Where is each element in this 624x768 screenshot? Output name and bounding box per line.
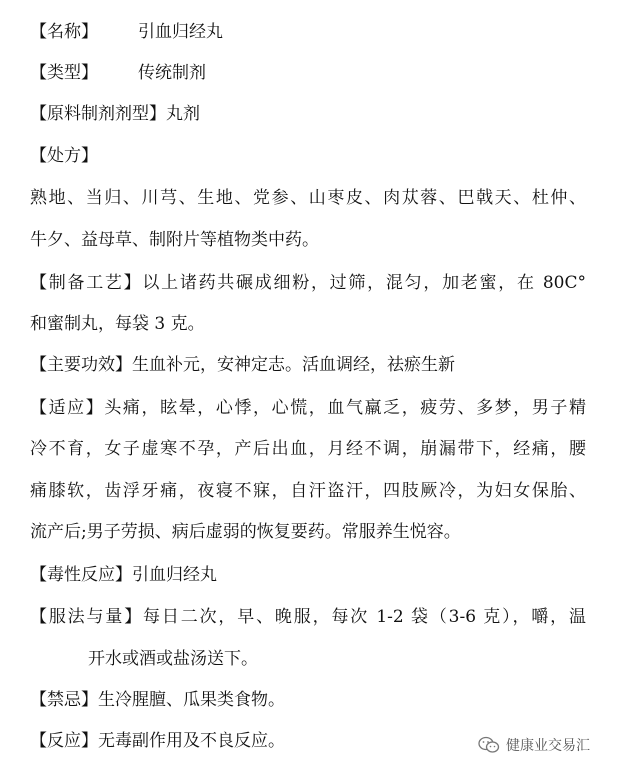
name-value: 引血归经丸 <box>138 22 223 42</box>
reaction-line <box>30 730 285 752</box>
form-value: 丸剂 <box>166 104 200 124</box>
taboo-text: 【禁忌】生冷腥膻、瓜果类食物。 <box>30 690 285 710</box>
recipe-text-1: 熟地、当归、川芎、生地、党参、山枣皮、肉苁蓉、巴戟天、杜仲、 <box>30 188 586 208</box>
indication-text-4: 流产后;男子劳损、病后虚弱的恢复要药。常服养生悦容。 <box>30 522 461 542</box>
indication-text-1: 【适应】头痛，眩晕，心悸，心慌，血气羸乏，疲劳、多梦，男子精 <box>30 398 586 418</box>
prep-text-1: 【制备工艺】以上诸药共碾成细粉，过筛，混匀，加老蜜，在 80C° <box>30 273 586 293</box>
type-row <box>30 62 206 84</box>
name-row <box>30 21 223 43</box>
toxicity-text: 【毒性反应】引血归经丸 <box>30 565 217 585</box>
recipe-text-2: 牛夕、益母草、制附片等植物类中药。 <box>30 230 319 250</box>
toxicity-line <box>30 564 217 586</box>
recipe-label: 【处方】 <box>30 146 98 166</box>
indication-line-3 <box>30 480 586 502</box>
indication-text-2: 冷不育，女子虚寒不孕，产后出血，月经不调，崩漏带下，经痛，腰 <box>30 439 586 459</box>
prep-line-2 <box>30 313 205 335</box>
recipe-heading <box>30 145 98 167</box>
type-label: 【类型】 <box>30 63 98 83</box>
effect-line <box>30 354 455 376</box>
indication-text-3: 痛膝软，齿浮牙痛，夜寝不寐，自汗盗汗，四肢厥冷，为妇女保胎、 <box>30 481 586 501</box>
name-label: 【名称】 <box>30 22 98 42</box>
dosage-line-1 <box>30 606 586 628</box>
prep-line-1 <box>30 272 586 294</box>
type-value: 传统制剂 <box>138 63 206 83</box>
effect-text: 【主要功效】生血补元，安神定志。活血调经，祛瘀生新 <box>30 355 455 375</box>
watermark-text: 健康业交易汇 <box>506 738 590 754</box>
recipe-line-1 <box>30 187 586 209</box>
watermark <box>478 732 618 758</box>
reaction-text: 【反应】无毒副作用及不良反应。 <box>30 731 285 751</box>
indication-line-1 <box>30 397 586 419</box>
indication-line-4 <box>30 521 461 543</box>
taboo-line <box>30 689 285 711</box>
prep-text-2: 和蜜制丸，每袋 3 克。 <box>30 314 205 334</box>
dosage-line-2 <box>88 648 258 670</box>
form-label: 【原料制剂剂型】 <box>30 104 166 124</box>
dosage-text-2: 开水或酒或盐汤送下。 <box>88 649 258 669</box>
dosage-text-1: 【服法与量】每日二次，早、晚服，每次 1-2 袋（3-6 克），嚼，温 <box>30 607 586 627</box>
recipe-line-2 <box>30 229 319 251</box>
wechat-icon <box>478 736 500 754</box>
indication-line-2 <box>30 438 586 460</box>
form-row <box>30 103 200 125</box>
